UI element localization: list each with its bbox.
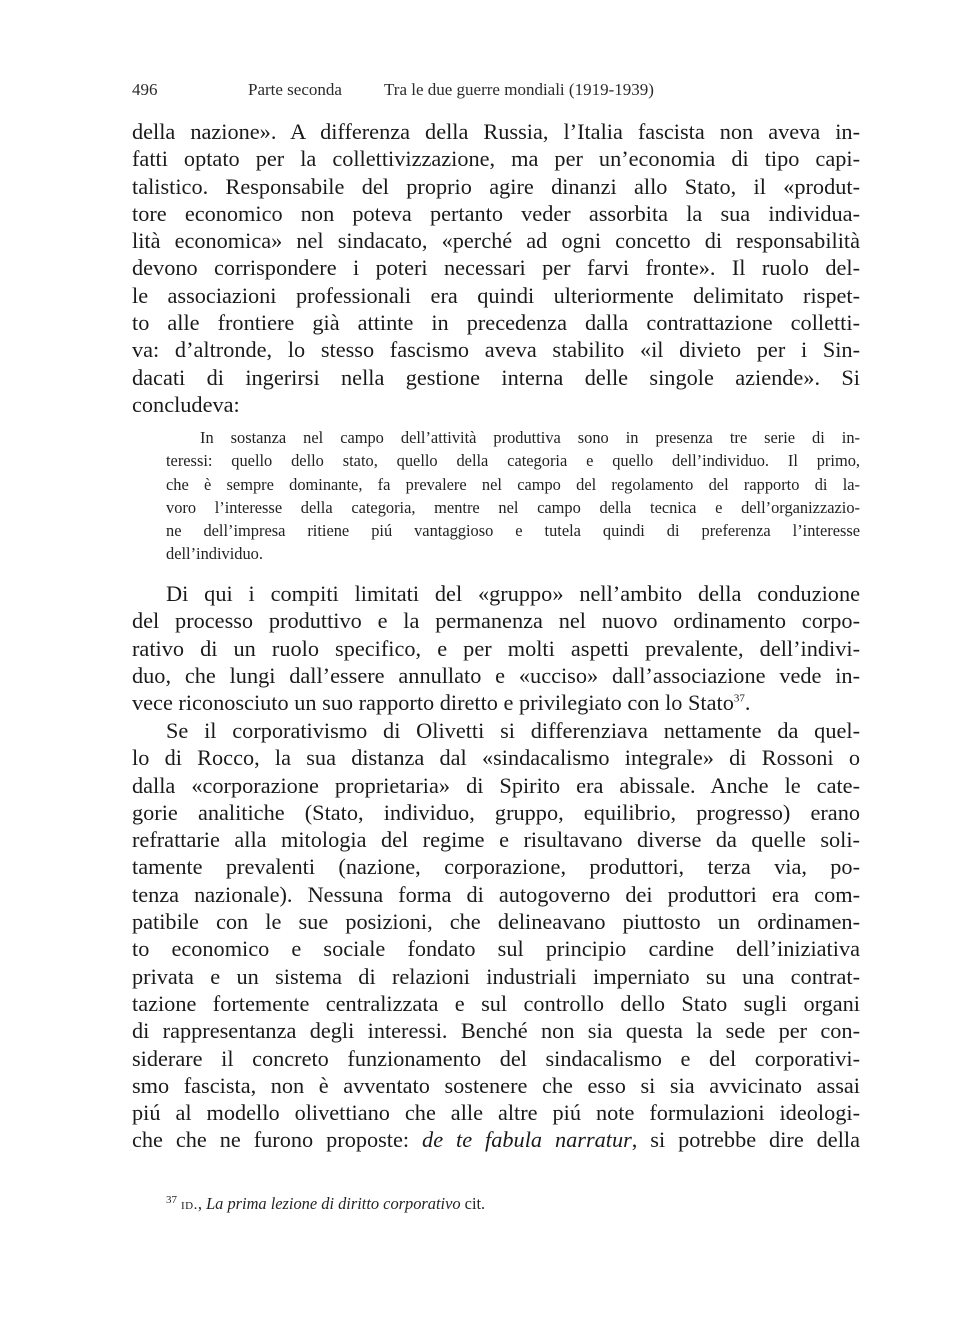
text-line: patibile con le sue posizioni, che delineavano piuttosto un ordinamen- [132, 909, 860, 935]
text-line: devono corrispondere i poteri necessari per farvi fronte». Il ruolo del- [132, 255, 860, 281]
text-line: to economico e sociale fondato sul principio cardine dell’iniziativa [132, 936, 860, 962]
page-number: 496 [132, 80, 158, 99]
text-line: talistico. Responsabile del proprio agire dinanzi allo Stato, il «produt- [132, 173, 860, 199]
text-line: duo, che lungi dall’essere annullato e «ucciso» dall’associazione vede in- [132, 662, 860, 688]
text-line: rativo di un ruolo specifico, e per molti aspetti prevalente, dell’indivi- [132, 635, 860, 661]
text-line: smo fascista, non è avventato sostenere che esso si sia avvicinato assai [132, 1072, 860, 1098]
text-line: to alle frontiere già attinte in precedenza dalla contrattazione colletti- [132, 310, 860, 336]
text-span: . [744, 690, 751, 716]
text-line: Se il corporativismo di Olivetti si differenziava nettamente da quel- [166, 718, 860, 743]
quote-line: teressi: quello dello stato, quello della categoria e quello dell’individuo. Il primo, [166, 451, 860, 471]
footnote-title: La prima lezione di diritto corporativo [206, 1194, 461, 1213]
quote-line: ne dell’impresa ritiene piú vantaggioso e tutela quindi di preferenza l’interesse [166, 521, 860, 541]
text-line: le associazioni professionali era quindi ulteriormente delimitato rispet- [132, 282, 860, 308]
paragraph-2 [132, 580, 860, 716]
quote-line: voro l’interesse della categoria, mentre nel campo della tecnica e dell’organizzazio- [166, 497, 860, 517]
text-line: refrattarie alla mitologia del regime e risultavano diverse da quelle soli- [132, 827, 860, 853]
text-span: che che ne furono proposte: [132, 1127, 423, 1153]
text-line: lità economica» nel sindacato, «perché ad ogni concetto di responsabilità [132, 228, 860, 254]
quote-line: In sostanza nel campo dell’attività produttiva sono in presenza tre serie di in- [200, 428, 860, 447]
part-label: Parte seconda [248, 80, 342, 99]
text-line: fatti optato per la collettivizzazione, ma per un’economia di tipo capi- [132, 146, 860, 172]
footnote-suffix: cit. [460, 1194, 486, 1213]
text-line: concludeva: [132, 391, 240, 417]
text-span: vece riconosciuto un suo rapporto diretto e privilegiato con lo Stato [132, 690, 734, 716]
block-quote [166, 426, 860, 566]
text-line: della nazione». A differenza della Russia, l’Italia fascista non aveva in- [132, 119, 860, 144]
text-line: piú al modello olivettiano che alle altre piú note formulazioni ideologi- [132, 1100, 860, 1126]
text-line [132, 689, 860, 716]
text-line: Di qui i compiti limitati del «gruppo» nell’ambito della conduzione [166, 581, 860, 606]
paragraph-3 [132, 717, 860, 1154]
latin-phrase: de te fabula narratur [422, 1127, 632, 1153]
text-line: dacati di ingerirsi nella gestione interna delle singole aziende». Si [132, 364, 860, 390]
text-line: siderare il concreto funzionamento del sindacalismo e del corporativi- [132, 1045, 860, 1071]
text-line: di rappresentanza degli interessi. Benché non sia questa la sede per con- [132, 1018, 860, 1044]
text-line: tamente prevalenti (nazione, corporazione, produttori, terza via, po- [132, 854, 860, 880]
footnote-number: 37 [166, 1193, 177, 1206]
text-line [132, 1126, 860, 1153]
text-line: del processo produttivo e la permanenza nel nuovo ordinamento corpo- [132, 608, 860, 634]
footnote: $^{37}$ id., La prima lezione di diritto corporativo cit. [166, 1193, 486, 1213]
paragraph-1 [132, 118, 860, 418]
running-head [132, 77, 860, 103]
text-line: gorie analitiche (Stato, individuo, gruppo, equilibrio, progresso) erano [132, 799, 860, 825]
quote-line: che è sempre dominante, fa prevalere nel campo del regolamento del rapporto di la- [166, 474, 860, 494]
text-line: dalla «corporazione proprietaria» di Spirito era abissale. Anche le cate- [132, 772, 860, 798]
text-line: tore economico non poteva pertanto veder assorbita la sua individua- [132, 200, 860, 226]
text-line: tazione fortemente centralizzata e sul controllo dello Stato sugli organi [132, 990, 860, 1016]
text-line: va: d’altronde, lo stesso fascismo aveva stabilito «il divieto per i Sin- [132, 337, 860, 363]
text-span: , si potrebbe dire della [631, 1127, 860, 1153]
footnote-reference[interactable]: 37 [733, 692, 745, 705]
footnote-author: id. [181, 1197, 198, 1213]
quote-line: dell’individuo. [166, 544, 263, 564]
section-title: Tra le due guerre mondiali (1919-1939) [384, 80, 654, 99]
text-line: tenza nazionale). Nessuna forma di autogoverno dei produttori era com- [132, 881, 860, 907]
text-line: lo di Rocco, la sua distanza dal «sindacalismo integrale» di Rossoni o [132, 745, 860, 771]
text-line: privata e un sistema di relazioni industriali imperniato su una contrat- [132, 963, 860, 989]
